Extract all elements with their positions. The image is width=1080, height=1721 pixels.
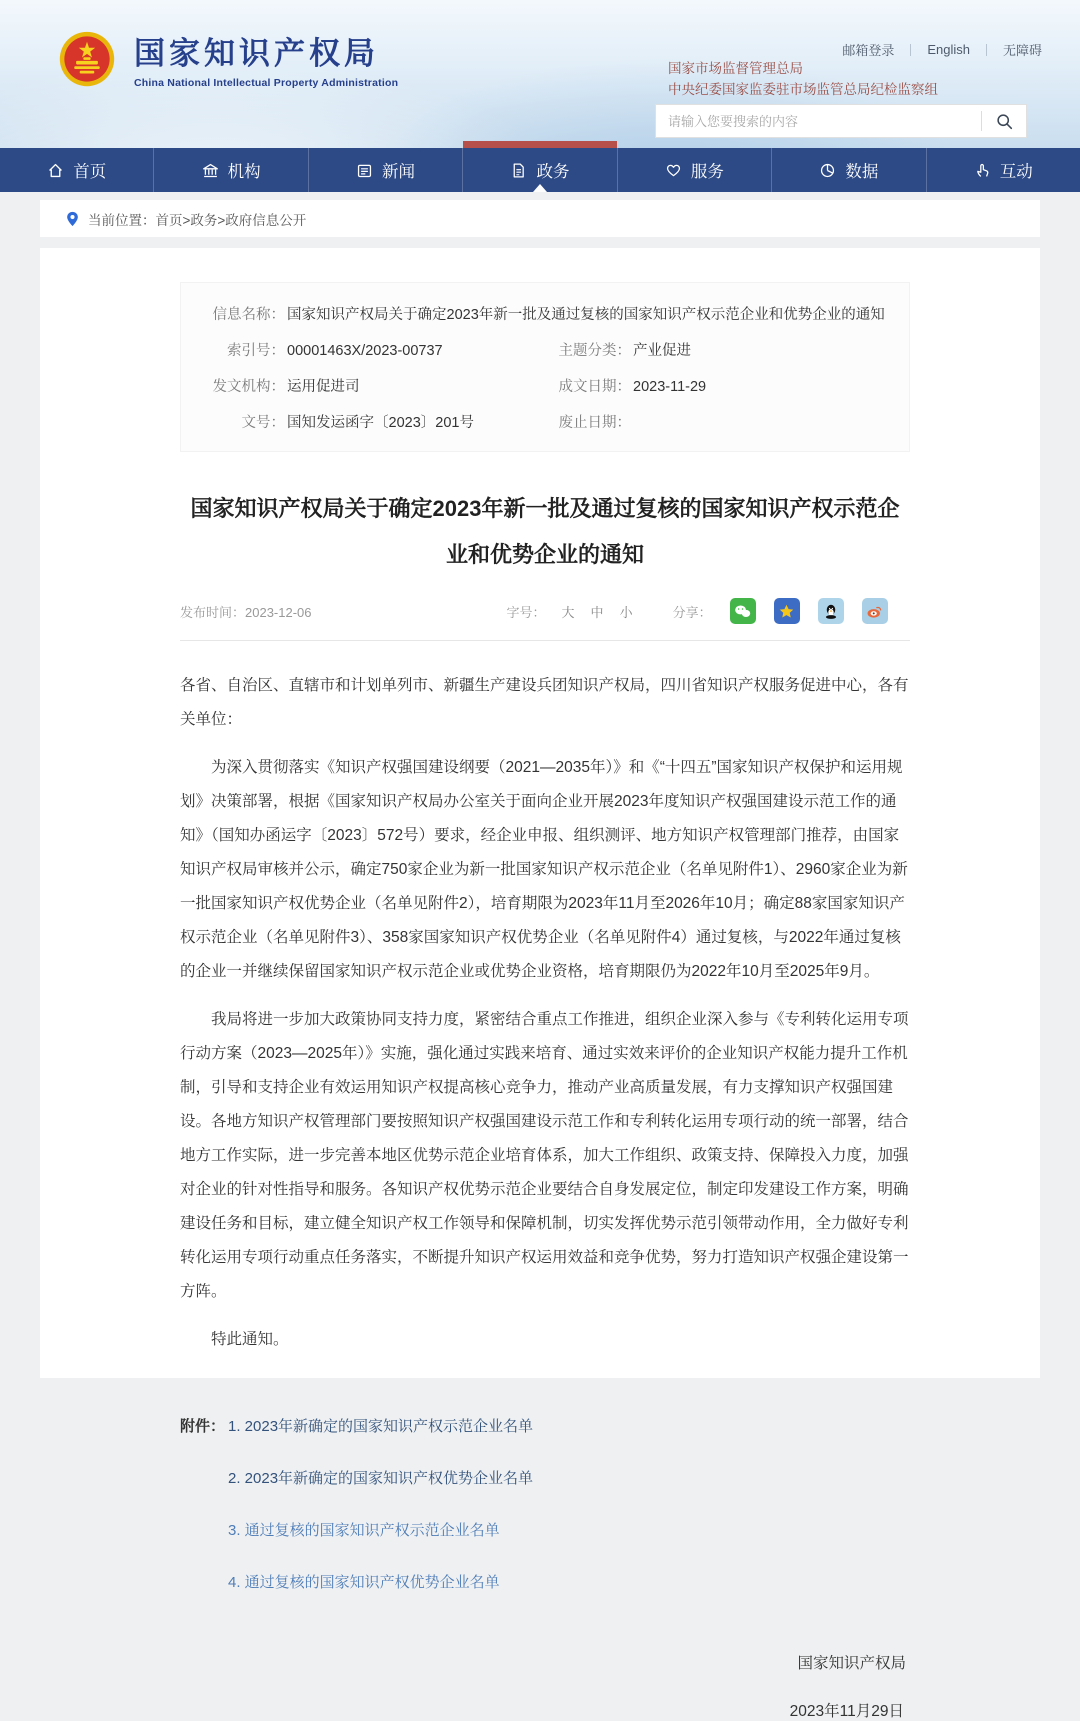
related-orgs: [668, 58, 938, 100]
nav-label: 政务: [536, 163, 570, 181]
signature-block: [180, 1651, 910, 1721]
content-divider: [180, 640, 910, 641]
qzone-share-icon[interactable]: [774, 598, 800, 624]
breadcrumb-prefix: 当前位置：: [88, 212, 156, 228]
main-nav: [0, 148, 1080, 192]
nav-label: 新闻: [382, 163, 416, 181]
paragraph-closing: 特此通知。: [211, 1331, 289, 1348]
font-size-medium-button[interactable]: 中: [590, 604, 604, 620]
paragraph-2: 我局将进一步加大政策协同支持力度，紧密结合重点工作推进，组织企业深入参与《专利转化运用专项行动方案（2023—2025年）》实施，强化通过实践来培育、通过实效来评价的企业知识产权能力提升工作机制，引导和支持企业有效运用知识产权提高核心竞争力，推动产业高质量发展，有力支撑知识产权强国建设。各地方知识产权管理部门要按照知识产权强国建设示范工作和专利转化运用专项行动的统一部署，结合地方工作实际，进一步完善本地区优势示范企业培育体系，加大工作组织、政策支持、保障投入力度，加强对企业的针对性指导和服务。各知识产权优势示范企业要结合自身发展定位，制定印发建设工作方案，明确建设任务和目标，建立健全知识产权工作领导和保障机制，切实发挥优势示范引领带动作用，全力做好专利转化运用专项行动重点任务落实，不断提升知识产权运用效益和竞争优势，努力打造知识产权强企建设第一方阵。: [180, 1011, 909, 1300]
written-date-label: 成文日期：: [558, 379, 631, 395]
written-date-value: 2023-11-29: [633, 379, 707, 395]
nav-label: 机构: [227, 163, 261, 181]
paragraph-salutation: 各省、自治区、直辖市和计划单列市、新疆生产建设兵团知识产权局，四川省知识产权服务促进中心，各有关单位：: [180, 677, 909, 728]
site-title-en: China National Intellectual Property Administration: [134, 77, 399, 89]
attachment-row: [180, 1401, 910, 1453]
issuing-agency-value: 运用促进司: [287, 379, 360, 395]
publish-time-label: 发布时间：: [180, 604, 246, 620]
service-heart-icon: [665, 162, 682, 179]
nav-item-organization[interactable]: [154, 148, 308, 192]
wechat-share-icon[interactable]: [730, 598, 756, 624]
location-pin-icon: [66, 211, 79, 227]
nav-label: 互动: [999, 163, 1033, 181]
paragraph-1: 为深入贯彻落实《知识产权强国建设纲要（2021—2035年）》和《“十四五”国家知识产权保护和运用规划》决策部署，根据《国家知识产权局办公室关于面向企业开展2023年度知识产权强国建设示范工作的通知》（国知办函运字〔2023〕572号）要求，经企业申报、组织测评、地方知识产权管理部门推荐，由国家知识产权局审核并公示，确定750家企业为新一批国家知识产权示范企业（名单见附件1）、2960家企业为新一批国家知识产权优势企业（名单见附件2），培育期限为2023年11月至2026年10月；确定88家国家知识产权示范企业（名单见附件3）、358家国家知识产权优势企业（名单见附件4）通过复核，与2022年通过复核的企业一并继续保留国家知识产权示范企业或优势企业资格，培育期限仍为2022年10月至2025年9月。: [180, 759, 908, 980]
weibo-share-icon[interactable]: [862, 598, 888, 624]
institution-icon: [202, 162, 219, 179]
breadcrumb: [40, 200, 1040, 237]
doc-number-label: 文号：: [241, 415, 285, 431]
link-separator: [986, 44, 987, 56]
index-number-value: 00001463X/2023-00737: [287, 343, 443, 359]
attachments-list: [180, 1401, 910, 1609]
nav-item-data[interactable]: [772, 148, 926, 192]
document-icon: [510, 162, 527, 179]
share-label: 分享：: [672, 604, 712, 620]
attachment-row: [180, 1557, 910, 1609]
publish-time-value: 2023-12-06: [245, 604, 312, 620]
font-size-small-button[interactable]: 小: [619, 604, 633, 620]
topic-category-label: 主题分类：: [558, 343, 631, 359]
document-card: [40, 248, 1040, 1720]
nav-item-news[interactable]: [309, 148, 463, 192]
share-controls: [673, 598, 888, 624]
nav-label: 服务: [690, 163, 724, 181]
attachment-indent: [180, 1557, 228, 1609]
site-brand: [58, 28, 398, 89]
nav-item-services[interactable]: [618, 148, 772, 192]
doc-info-row-agency: [199, 369, 891, 405]
info-name-value: 国家知识产权局关于确定2023年新一批及通过复核的国家知识产权示范企业和优势企业的通知: [287, 307, 885, 323]
related-org-link-2[interactable]: 中央纪委国家监委驻市场监管总局纪检监察组: [668, 82, 938, 97]
site-header: [0, 0, 1080, 148]
index-number-label: 索引号：: [227, 343, 285, 359]
signature-date: 2023年11月29日: [789, 1703, 904, 1720]
mail-login-link[interactable]: 邮箱登录: [842, 43, 895, 58]
attachment-link-2[interactable]: 2. 2023年新确定的国家知识产权优势企业名单: [228, 1470, 534, 1487]
signature-org: 国家知识产权局: [797, 1655, 906, 1672]
font-size-label: 字号：: [506, 604, 546, 620]
brand-text: [134, 28, 398, 89]
attachment-indent: [180, 1453, 228, 1505]
topic-category-value: 产业促进: [633, 343, 691, 359]
nav-label: 数据: [845, 163, 879, 181]
attachment-row: [180, 1453, 910, 1505]
attachment-link-4[interactable]: 4. 通过复核的国家知识产权优势企业名单: [228, 1574, 500, 1591]
attachment-link-1[interactable]: 1. 2023年新确定的国家知识产权示范企业名单: [228, 1418, 534, 1435]
link-separator: [910, 44, 911, 56]
doc-info-row-index: [199, 333, 891, 369]
nav-label: 首页: [73, 163, 107, 181]
doc-number-value: 国知发运函字〔2023〕201号: [287, 415, 474, 431]
search-icon: [996, 113, 1013, 130]
nav-item-government-affairs[interactable]: [463, 148, 617, 192]
attachments-label: 附件：: [180, 1418, 226, 1435]
nav-item-interaction[interactable]: [927, 148, 1080, 192]
font-size-large-button[interactable]: 大: [561, 604, 575, 620]
qq-share-icon[interactable]: [818, 598, 844, 624]
article-title: 国家知识产权局关于确定2023年新一批及通过复核的国家知识产权示范企业和优势企业的通知: [190, 496, 900, 567]
english-link[interactable]: English: [927, 42, 970, 57]
search-input[interactable]: [656, 105, 981, 137]
top-utility-links: [842, 40, 1042, 59]
site-search: [655, 104, 1027, 138]
newspaper-icon: [356, 162, 373, 179]
pie-chart-icon: [819, 162, 836, 179]
hand-pointer-icon: [974, 162, 991, 179]
info-name-label: 信息名称：: [212, 307, 285, 323]
home-icon: [47, 162, 64, 179]
national-emblem-logo: [58, 30, 116, 88]
attachment-row: [180, 1505, 910, 1557]
font-size-controls: [507, 602, 633, 621]
doc-info-row-name: [199, 297, 891, 333]
breadcrumb-path[interactable]: 首页>政务>政府信息公开: [155, 212, 307, 228]
repeal-date-label: 废止日期：: [558, 415, 631, 431]
publish-time: [180, 602, 312, 621]
related-org-link-1[interactable]: 国家市场监督管理总局: [668, 61, 803, 76]
accessibility-link[interactable]: 无障碍: [1002, 43, 1042, 58]
article-meta-row: [180, 598, 910, 624]
search-button[interactable]: [982, 105, 1026, 137]
repeal-date-value: [631, 405, 633, 441]
doc-info-table: [180, 282, 910, 452]
article-body: [180, 669, 910, 1357]
issuing-agency-label: 发文机构：: [212, 379, 285, 395]
site-title: 国家知识产权局: [134, 36, 379, 71]
doc-info-row-docno: [199, 405, 891, 441]
attachment-indent: [180, 1505, 228, 1557]
nav-item-home[interactable]: [0, 148, 154, 192]
attachment-link-3[interactable]: 3. 通过复核的国家知识产权示范企业名单: [228, 1522, 500, 1539]
